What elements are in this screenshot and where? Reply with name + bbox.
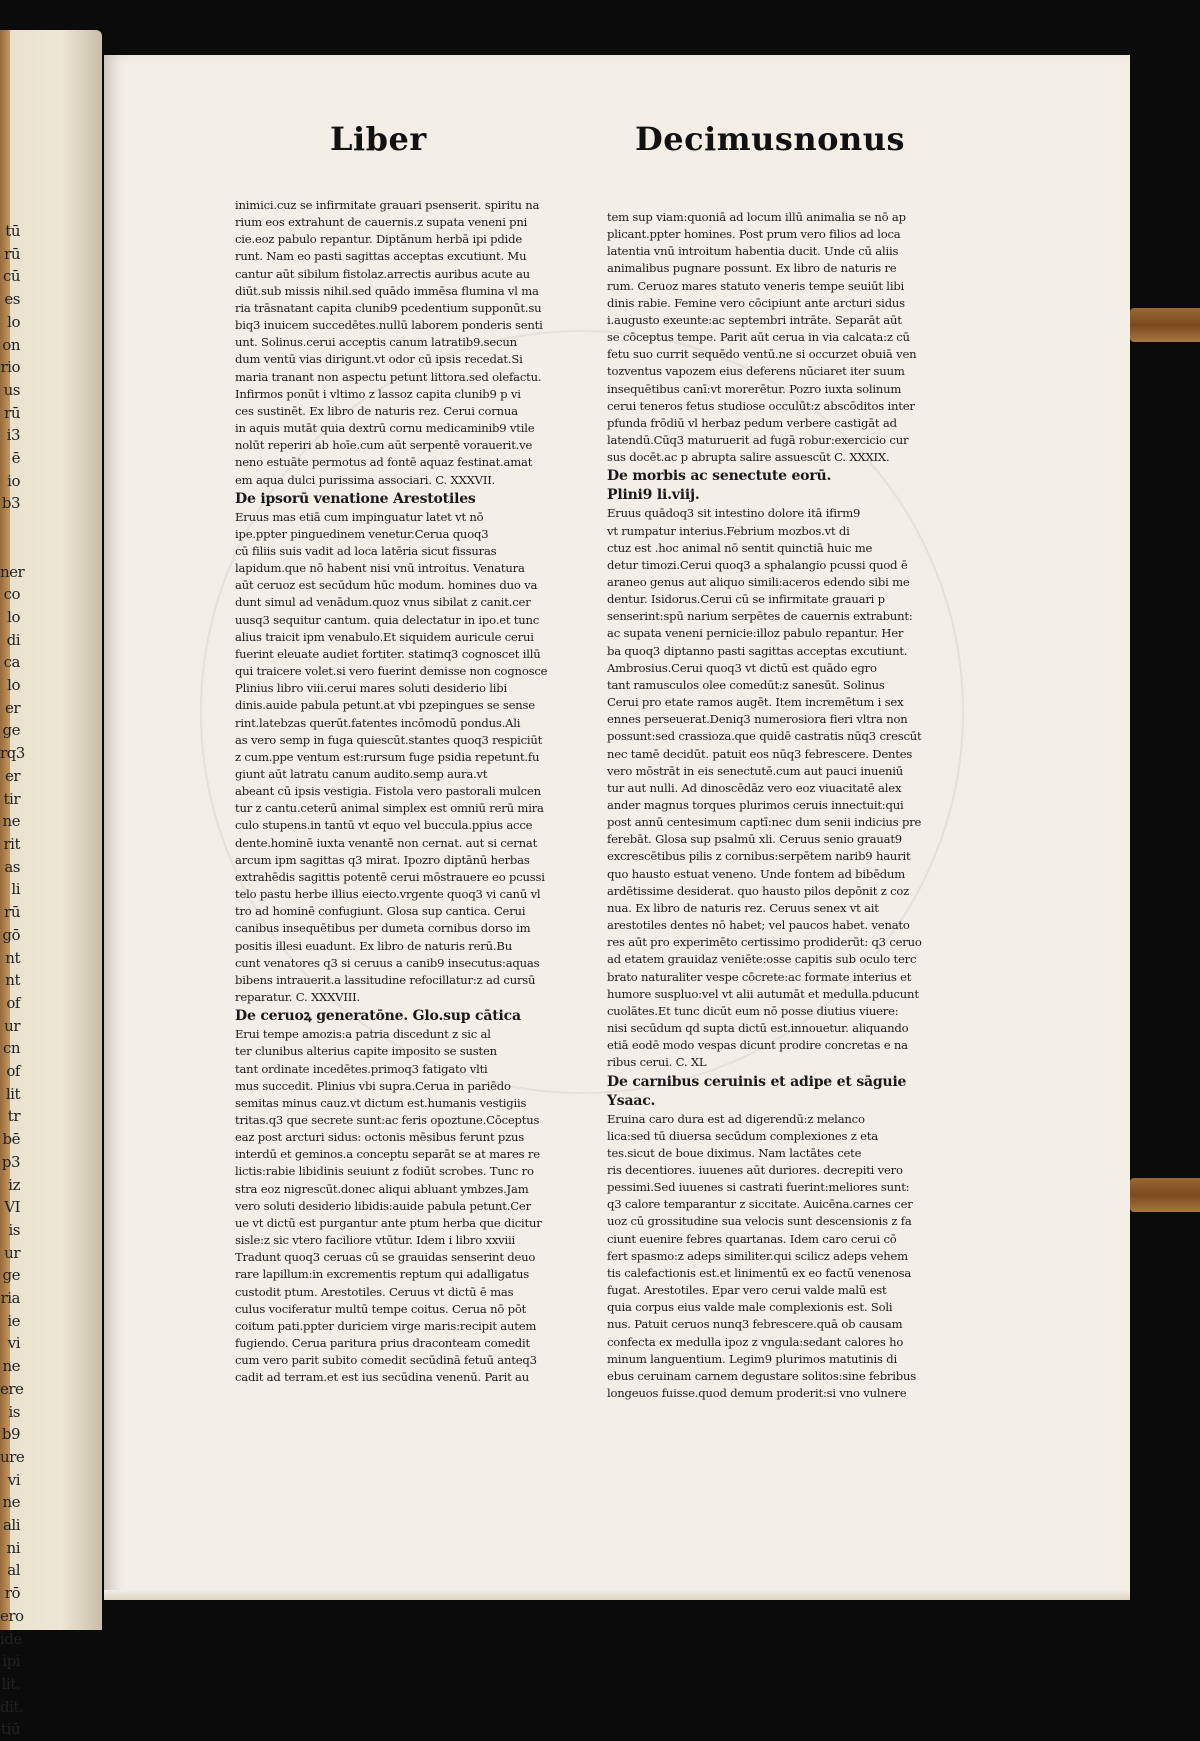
leather-strap [1130,308,1200,342]
text-line: tant ramusculos olee comedūt:z sanesūt. Solinus [607,677,885,692]
text-line: brato naturaliter vespe cōcrete:ac formate interius et [607,969,912,984]
text-line: humore suspluo:vel vt alii autumāt et medulla.pducunt [607,986,919,1001]
text-line: as vero semp in fuga quiescūt.stantes quoq3 respiciūt [235,732,543,747]
section-subheading: Plini9 li.viij. [607,487,700,504]
text-line: vero soluti desiderio libidis:auide pabula petunt.Cer [235,1198,531,1213]
text-line: ria trāsnatant capita clunib9 pcedentium supponūt.su [235,300,542,315]
text-line: aūt ceruoz est secūdum hūc modum. homines duo va [235,578,538,593]
left-page-text-fragments [0,220,100,1741]
text-line: possunt:sed crassioza.que quidē castratis nūq3 crescūt [607,729,922,744]
text-line: araneo genus aut aliquo simili:aceros edendo sibi me [607,574,910,589]
text-line: positis illesi euadunt. Ex libro de naturis rerū.Bu [235,938,512,953]
left-page-fragment: ur [4,1016,20,1035]
left-page-fragment: gō [2,925,20,944]
text-line: dum ventū vias dirigunt.vt odor cū ipsis recedat.Si [235,352,523,367]
paragraph [607,209,967,466]
left-page-fragment: rq3 [0,744,25,763]
left-page-fragment: ure [0,1447,25,1466]
text-line: fert spasmo:z adeps similiter.qui scilicz adeps vehem [607,1248,908,1263]
left-page-fragment: tir [3,789,20,808]
text-line: ardētissime desiderat. quo hausto pilos depōnit z coz [607,883,910,898]
text-line: giunt aūt latratu canum audito.semp aura.vt [235,767,488,781]
left-page-fragment: rū [4,244,20,263]
text-line: cerui teneros fetus studiose occulūt:z abscōditos inter [607,398,915,413]
text-line: interdū et geminos.a conceptu separāt se at mares re [235,1147,540,1162]
text-line: inimici.cuz se infirmitate grauari psenserit. spiritu na [235,198,540,212]
left-page-fragment: ca [3,653,20,672]
section-subheading: Ysaac. [607,1092,656,1109]
text-line: senserint:spū narium serpētes de cauernis extrabunt: [607,609,913,624]
left-page-fragment: co [3,585,20,604]
left-page-fragment: rū [4,403,20,422]
left-page-fragment: lit. [1,1675,20,1693]
text-line: ter clunibus alterius capite imposito se susten [235,1044,497,1059]
text-line: dinis.auide pabula petunt.at vbi pzepingues se sense [235,698,535,713]
text-line: uoz cū grossitudine sua velocis sunt descensionis z fa [607,1214,912,1229]
text-line: tant ordinate incedētes.primoq3 fatigato vlti [235,1061,488,1076]
text-line: Ambrosius.Cerui quoq3 vt dictū est quādo egro [607,660,877,675]
text-line: extrahēdis sagittis potentē cerui mōstrauere eo pcussi [235,869,545,884]
text-line: quo hausto estuat veneno. Unde fontem ad bibēdum [607,866,906,881]
text-line: nec tamē decidūt. patuit eos nūq3 febrescere. Dentes [607,746,913,761]
text-line: Eruina caro dura est ad digerendū:z melanco [607,1111,865,1126]
left-page-fragment: ero [0,1606,24,1625]
text-line: dente.hominē iuxta venantē non cernat. aut si cernat [235,835,538,850]
left-page-fragment: i3 [6,426,20,445]
text-line: maria tranant non aspectu petunt littora.sed olefactu. [235,369,542,384]
text-line: cū filiis suis vadit ad loca latēria sicut fissuras [235,543,497,558]
left-page-fragment: ie [7,1311,20,1330]
text-line: diūt.sub missis nihil.sed quādo immēsa flumina vl ma [235,283,539,298]
text-line: custodit ptum. Arestotiles. Ceruus vt dictū ē mas [235,1284,514,1299]
text-line: Tradunt quoq3 ceruas cū se grauidas senserint deuo [235,1250,536,1265]
left-page-fragment: iz [8,1175,20,1194]
text-line: nolūt reperiri ab hoīe.cum aūt serpentē vorauerit.ve [235,438,533,453]
text-line: sisle:z sic vtero faciliore vtūtur. Idem i libro xxviii [235,1233,516,1248]
text-line: i.augusto exeunte:ac septembri intrāte. Separāt aūt [607,312,902,327]
left-page-fragment: ner [0,562,25,581]
text-line: lapidum.que nō habent nisi vnū introitus. Venatura [235,561,525,576]
page-bottom-edge [104,1590,1130,1600]
left-page-fragment: lo [7,607,20,626]
text-line: semitas minus cauz.vt dictum est.humanis vestigiis [235,1095,527,1110]
text-line: telo pastu herbe illius eiecto.vrgente quoq3 vi canū vl [235,887,541,902]
text-line: ander magnus torques plurimos ceruis innectuit:qui [607,798,904,812]
left-page-fragment: tū [5,222,20,240]
text-line: reparatur. C. XXXVIII. [235,990,360,1005]
section-heading: De morbis ac senectute eorū. [607,468,832,485]
left-page-fragment: tiū [1,1720,20,1739]
text-line: bibens intrauerit.a lassitudine refocillatur:z ad cursū [235,972,536,987]
left-page-fragment: rit [3,834,20,853]
text-line: latentia vnū introitum habentia ducit. Unde cū aliis [607,244,899,259]
text-line: fugiendo. Cerua paritura prius draconteam comedit [235,1336,530,1350]
text-line: pessimi.Sed iuuenes si castrati fuerint:meliores sunt: [607,1180,910,1195]
text-line: plicant.ppter homines. Post prum vero filios ad loca [607,227,901,242]
text-line: dunt simul ad venādum.quoz vnus sibilat z canit.cer [235,595,531,610]
text-line: unt. Solinus.cerui acceptis canum latratib9.secun [235,335,517,350]
text-line: abeant cū ipsis vestigia. Fistola vero pastorali mulcen [235,784,541,799]
paragraph [235,509,595,1007]
running-header-left: Liber [330,120,427,158]
left-page-fragment: lo [7,312,20,331]
text-line: ipe.ppter pinguedinem venetur.Cerua quoq3 [235,526,489,541]
left-page-fragment: ria [0,1289,20,1308]
left-page-fragment: is [8,1402,20,1421]
left-page-fragment: al [7,1561,20,1580]
text-line: Plinius libro viii.cerui mares soluti desiderio libi [235,681,508,696]
left-page-fragment: rō [4,1584,20,1603]
left-page-fragment [0,515,100,538]
text-line: dinis rabie. Femine vero cōcipiunt ante arcturi sidus [607,295,905,310]
left-page-fragment: VI [4,1198,20,1217]
left-page-fragment: cn [2,1039,20,1058]
text-line: coitum pati.ppter duriciem virge maris:recipit autem [235,1318,537,1333]
text-line: ac supata veneni pernicie:illoz pabulo repantur. Her [607,626,904,641]
text-line: rum. Ceruoz mares statuto veneris tempe seuiūt libi [607,278,905,293]
text-line: latendū.Cūq3 maturuerit ad fugā robur:exercicio cur [607,433,909,448]
left-page-fragment: ali [2,1516,20,1535]
leather-strap [1130,1178,1200,1212]
text-column-left [235,197,595,1386]
text-line: arestotiles dentes nō habet; vel paucos habet. venato [607,918,910,933]
text-line: ribus cerui. C. XL [607,1055,707,1070]
text-line: sus docēt.ac p abrupta salire assuescūt C. XXXIX. [607,450,890,465]
text-line: ue vt dictū est purgantur ante ptum herba que dicitur [235,1215,542,1230]
left-page-fragment: ni [6,1538,20,1557]
text-line: dentur. Isidorus.Cerui cū se infirmitate grauari p [607,592,885,607]
text-line: tem sup viam:quoniā ad locum illū animalia se nō ap [607,210,906,224]
text-line: ciunt euenire febres quartanas. Idem caro cerui cō [607,1231,897,1246]
text-line: Eruus mas etiā cum impinguatur latet vt nō [235,509,484,524]
text-line: ces sustinēt. Ex libro de naturis rez. Cerui cornua [235,403,518,418]
text-line: cantur aūt sibilum fistolaz.arrectis auribus acute au [235,266,530,281]
left-page-fragment: rū [4,903,20,922]
text-line: confecta ex medulla ipoz z vngula:sedant calores ho [607,1334,904,1349]
text-line: tis calefactionis est.et linimentū ex eo factū venenosa [607,1265,912,1280]
text-line: nua. Ex libro de naturis rez. Ceruus senex vt ait [607,900,879,915]
left-page-fragment: ur [4,1243,20,1262]
left-page-fragment: bē [2,1130,20,1149]
text-line: detur timozi.Cerui quoq3 a sphalangio pcussi quod ē [607,557,908,572]
text-line: cum vero parit subito comedit secūdinā fetuū anteq3 [235,1353,537,1368]
text-line: nus. Patuit ceruos nunq3 febrescere.quā ob causam [607,1317,903,1332]
text-line: rint.latebzas querūt.fatentes incōmodū pondus.Ali [235,715,521,730]
left-page-fragment: of [6,993,20,1012]
left-page-fragment: of [6,1062,20,1081]
text-line: Eruus quādoq3 sit intestino dolore itā ifirm9 [607,506,861,521]
text-line: ennes perseuerat.Deniq3 numerosiora fieri vltra non [607,712,908,727]
left-page-fragment: p3 [1,1152,20,1171]
left-page-fragment: rio [0,358,20,377]
text-line: ctuz est .hoc animal nō sentit quinctiā huic me [607,540,873,555]
left-page-fragment: nt [5,971,20,990]
text-line: minum languentium. Legim9 plurimos matutinis di [607,1351,897,1366]
section-heading: De carnibus ceruinis et adipe et sāguie [607,1073,907,1090]
text-line: cie.eoz pabulo repantur. Diptānum herbā ipi pdide [235,232,523,247]
left-page-fragment: ne [2,1493,20,1512]
text-line: excrescētibus pilis z cornibus:serpētem narib9 haurit [607,849,911,864]
left-page-fragment: tr [7,1107,20,1126]
text-line: arcum ipm sagittas q3 mirat. Ipozro diptānū herbas [235,852,530,867]
text-line: etiā eodē modo vespas dicunt prodire concretas e na [607,1038,908,1053]
left-page-fragment: lo [7,676,20,695]
text-line: q3 calore temparantur z siccitate. Auicēna.carnes cer [607,1197,913,1212]
text-line: rium eos extrahunt de cauernis.z supata veneni pni [235,215,528,230]
text-line: fetu suo currit sequēdo ventū.ne si occurzet obuiā ven [607,347,917,362]
left-page-fragment: is [8,1220,20,1239]
left-page-fragment: b3 [1,494,20,513]
left-page-fragment: ge [2,721,20,740]
left-page-fragment: cū [2,267,20,286]
text-line: ferebāt. Glosa sup psalmū xli. Ceruus senio grauat9 [607,832,902,847]
left-page-fragment: vi [7,1334,20,1353]
text-line: cuolātes.Et tunc dicūt eum nō posse diutius viuere: [607,1003,899,1018]
paragraph [235,197,595,489]
text-line: neno estuāte permotus ad fontē aquaz festinat.amat [235,455,533,470]
text-line: tur z cantu.ceterū animal simplex est omniū rerū mira [235,801,544,816]
text-line: res aūt pro experimēto certissimo prodiderūt: q3 ceruo [607,935,922,950]
text-line: runt. Nam eo pasti sagittas acceptas excutiunt. Mu [235,249,527,264]
running-header-right: Decimusnonus [635,120,906,158]
text-line: tritas.q3 que secrete sunt:ac feris opoztune.Cōceptus [235,1112,540,1127]
text-line: z cum.ppe ventum est:rursum fuge psidia repetunt.fu [235,749,540,764]
text-line: cadit ad terram.et est ius secūdina venenū. Parit au [235,1370,530,1385]
text-line: in aquis mutāt quia dextrū cornu medicaminib9 vtile [235,421,535,436]
left-page-fragment: ipi [2,1652,20,1671]
text-line: Erui tempe amozis:a patria discedunt z sic al [235,1027,491,1042]
text-line: eaz post arcturi sidus: octonis mēsibus ferunt pzus [235,1130,525,1145]
section-heading: De ceruoꝝ generatōne. Glo.sup cātica [235,1008,521,1025]
left-page-fragment: on [2,335,20,354]
text-line: rare lapillum:in excrementis reptum qui adalligatus [235,1267,530,1282]
left-page-fragment [0,538,100,561]
left-page-fragment: ere [0,1379,24,1398]
text-line: uusq3 sequitur cantum. quia delectatur in ipo.et tunc [235,612,540,627]
text-line: canibus insequētibus per dumeta cornibus dorso im [235,921,531,936]
left-page-fragment: io [7,471,20,490]
text-line: se cōceptus tempe. Parit aūt cerua in via calcata:z cū [607,330,910,345]
text-line: tozventus vapozem eius deferens nūciaret iter suum [607,364,905,379]
text-line: tur aut nulli. Ad dinoscēdāz vero eoz viuacitatē alex [607,780,902,795]
left-page-fragment: vi [7,1470,20,1489]
left-page-fragment: di [6,630,20,649]
left-page-fragment: dit. [0,1697,24,1716]
text-line: longeuos fuisse.quod demum proderit:si vno vulnere [607,1386,907,1400]
text-line: lictis:rabie libidinis seuiunt z fodiūt scrobes. Tunc ro [235,1164,534,1179]
paragraph [235,1026,595,1386]
text-line: qui traicere volet.si vero fuerint demisse non cognosce [235,664,548,679]
text-column-right [607,209,967,1402]
text-line: culo stupens.in tantū vt equo vel buccula.ppius acce [235,818,533,833]
left-page-fragment: ge [2,1266,20,1285]
text-line: tro ad hominē confugiunt. Glosa sup cantica. Cerui [235,904,526,919]
left-page-fragment: er [4,766,20,785]
text-line: fugat. Arestotiles. Epar vero cerui valde malū est [607,1283,887,1298]
text-line: biq3 inuicem succedētes.nullū laborem ponderis senti [235,318,543,333]
text-line: Cerui pro etate ramos augēt. Item incremētum i sex [607,695,904,710]
left-page [0,30,102,1739]
text-line: ebus ceruinam carnem degustare solitos:sine febribus [607,1368,917,1383]
section-heading: De ipsorū venatione Arestotiles [235,490,476,507]
text-line: Infirmos ponūt i vltimo z lassoz capita clunib9 p vi [235,386,521,401]
text-line: ris decentiores. iuuenes aūt duriores. decrepiti vero [607,1162,903,1177]
text-line: pfunda frōdiū vl herbaz pedum verbere castigāt ad [607,415,897,430]
left-page-fragment: ē [11,449,20,468]
left-page-fragment: ne [2,1357,20,1376]
left-page-fragment: er [4,698,20,717]
left-page-fragment: ide [0,1629,22,1648]
text-line: fuerint eleuate audiet fortiter. statimq3 cognoscet illū [235,646,541,661]
text-line: ad etatem grauidaz veniēte:osse capitis sub oculo terc [607,952,917,967]
text-line: em aqua dulci purissima associari. C. XXXVII. [235,472,496,487]
left-page-fragment: es [4,290,20,309]
text-line: animalibus pugnare possunt. Ex libro de naturis re [607,261,897,276]
text-line: stra eoz nigrescūt.donec aliqui abluant ymbzes.Jam [235,1181,529,1196]
left-page-fragment: us [3,380,20,399]
text-line: quia corpus eius valde male complexionis est. Soli [607,1300,893,1315]
left-page-fragment: li [11,880,20,899]
text-line: insequētibus canī:vt morerētur. Pozro iuxta solinum [607,381,902,396]
left-page-fragment: ne [2,812,20,831]
text-line: vero mōstrāt in eis senectutē.cum aut pauci inueniū [607,763,904,778]
text-line: nisi secūdum qd supta dictū est.innouetur. aliquando [607,1021,909,1036]
left-page-fragment: lit [5,1084,20,1103]
paragraph [607,1111,967,1403]
text-line: tes.sicut de boue diximus. Nam lactātes cete [607,1145,862,1160]
paragraph [607,505,967,1071]
text-line: vt rumpatur interius.Febrium mozbos.vt di [607,523,850,538]
left-page-fragment: as [4,857,20,876]
text-line: culus vociferatur multū tempe coitus. Cerua nō pōt [235,1301,527,1316]
text-line: alius traicit ipm venabulo.Et siquidem auricule cerui [235,629,534,644]
text-line: lica:sed tū diuersa secūdum complexiones z eta [607,1128,879,1143]
text-line: mus succedit. Plinius vbi supra.Cerua in pariēdo [235,1078,511,1093]
text-line: ba quoq3 diptanno pasti sagittas acceptas excutiunt. [607,643,908,658]
left-page-fragment: b9 [1,1425,20,1444]
text-line: cunt venatores q3 si ceruus a canib9 insecutus:aquas [235,955,540,970]
text-line: post annū centesimum captī:nec dum senii indicius pre [607,815,922,830]
left-page-fragment: nt [5,948,20,967]
